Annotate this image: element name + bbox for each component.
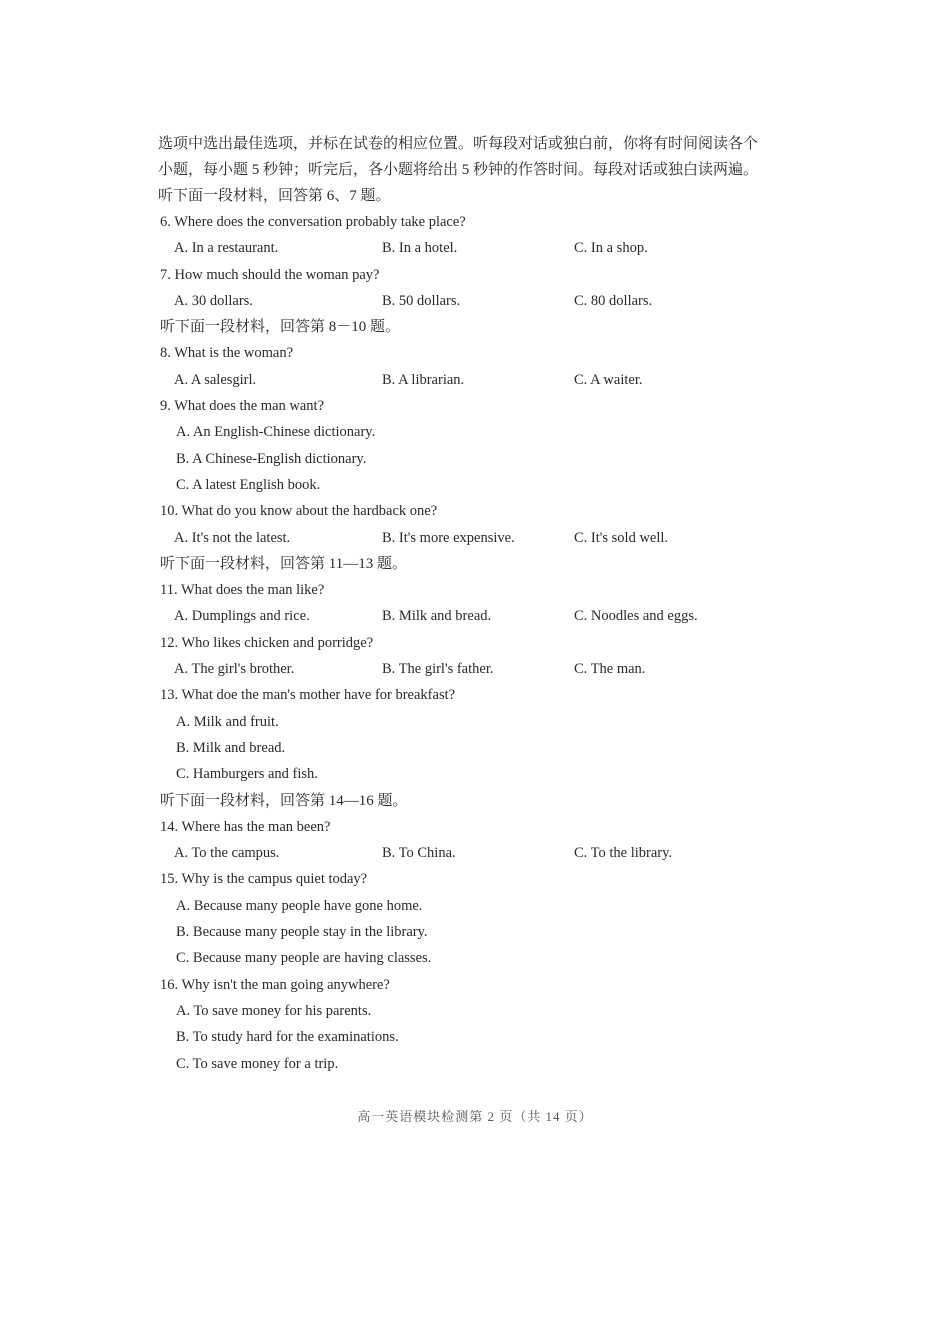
option-a: A. Because many people have gone home. (176, 897, 423, 914)
option-a: A. Dumplings and rice. (174, 608, 310, 625)
option-b: B. Because many people stay in the library. (176, 924, 428, 941)
question-stem: 14. Where has the man been? (160, 818, 331, 835)
option-a: A. 30 dollars. (174, 292, 253, 309)
section-heading: 听下面一段材料，回答第 8－10 题。 (160, 319, 401, 336)
option-b: B. A Chinese-English dictionary. (176, 450, 367, 467)
option-b: B. To study hard for the examinations. (176, 1029, 399, 1046)
option-a: A. In a restaurant. (174, 240, 279, 257)
question-stem: 11. What does the man like? (160, 582, 325, 599)
option-b: B. Milk and bread. (382, 608, 492, 625)
page-footer: 高一英语模块检测第 2 页（共 14 页） (357, 1109, 593, 1124)
option-a: A. To the campus. (174, 845, 280, 862)
option-b: B. Milk and bread. (176, 739, 286, 756)
question-stem: 16. Why isn't the man going anywhere? (160, 976, 390, 993)
question-stem: 10. What do you know about the hardback one? (160, 503, 438, 520)
option-b: B. The girl's father. (382, 661, 494, 678)
option-c: C. Because many people are having classes. (176, 950, 432, 967)
option-a: A. To save money for his parents. (176, 1002, 372, 1019)
option-b: B. To China. (382, 845, 456, 862)
option-c: C. It's sold well. (574, 529, 669, 546)
section-heading: 听下面一段材料，回答第 6、7 题。 (158, 188, 391, 204)
option-a: A. It's not the latest. (174, 529, 291, 546)
option-c: C. To the library. (574, 845, 673, 862)
options-row (158, 235, 798, 261)
option-c: C. Noodles and eggs. (574, 608, 698, 625)
question-stem: 13. What doe the man's mother have for breakfast? (160, 687, 456, 704)
instruction-line: 选项中选出最佳选项，并标在试卷的相应位置。听每段对话或独白前，你将有时间阅读各个 (158, 136, 759, 152)
question-list (158, 209, 798, 1077)
instructions (158, 131, 818, 209)
instruction-line: 小题，每小题 5 秒钟；听完后，各小题将给出 5 秒钟的作答时间。每段对话或独白读两遍。 (158, 162, 759, 178)
option-c: C. In a shop. (574, 240, 648, 257)
options-row (158, 840, 798, 866)
option-a: A. An English-Chinese dictionary. (176, 424, 376, 441)
options-row (158, 603, 798, 629)
option-b: B. 50 dollars. (382, 292, 461, 309)
options-row (158, 525, 798, 551)
option-c: C. The man. (574, 661, 646, 678)
options-row (158, 656, 798, 682)
option-c: C. Hamburgers and fish. (176, 766, 318, 783)
question-stem: 7. How much should the woman pay? (160, 266, 380, 283)
section-heading: 听下面一段材料，回答第 14—16 题。 (160, 792, 408, 809)
question-stem: 8. What is the woman? (160, 345, 294, 362)
option-b: B. A librarian. (382, 371, 465, 388)
options-row (158, 367, 798, 393)
question-stem: 12. Who likes chicken and porridge? (160, 634, 374, 651)
question-stem: 9. What does the man want? (160, 398, 325, 415)
option-c: C. A waiter. (574, 371, 643, 388)
option-a: A. The girl's brother. (174, 661, 295, 678)
option-a: A. Milk and fruit. (176, 713, 279, 730)
section-heading: 听下面一段材料，回答第 11—13 题。 (160, 555, 407, 572)
option-c: C. A latest English book. (176, 476, 321, 493)
option-b: B. In a hotel. (382, 240, 458, 257)
option-a: A. A salesgirl. (174, 371, 257, 388)
question-stem: 6. Where does the conversation probably take place? (160, 214, 466, 230)
option-c: C. 80 dollars. (574, 292, 653, 309)
option-b: B. It's more expensive. (382, 529, 515, 546)
question-stem: 15. Why is the campus quiet today? (160, 871, 368, 888)
option-c: C. To save money for a trip. (176, 1055, 339, 1072)
options-row (158, 288, 798, 314)
